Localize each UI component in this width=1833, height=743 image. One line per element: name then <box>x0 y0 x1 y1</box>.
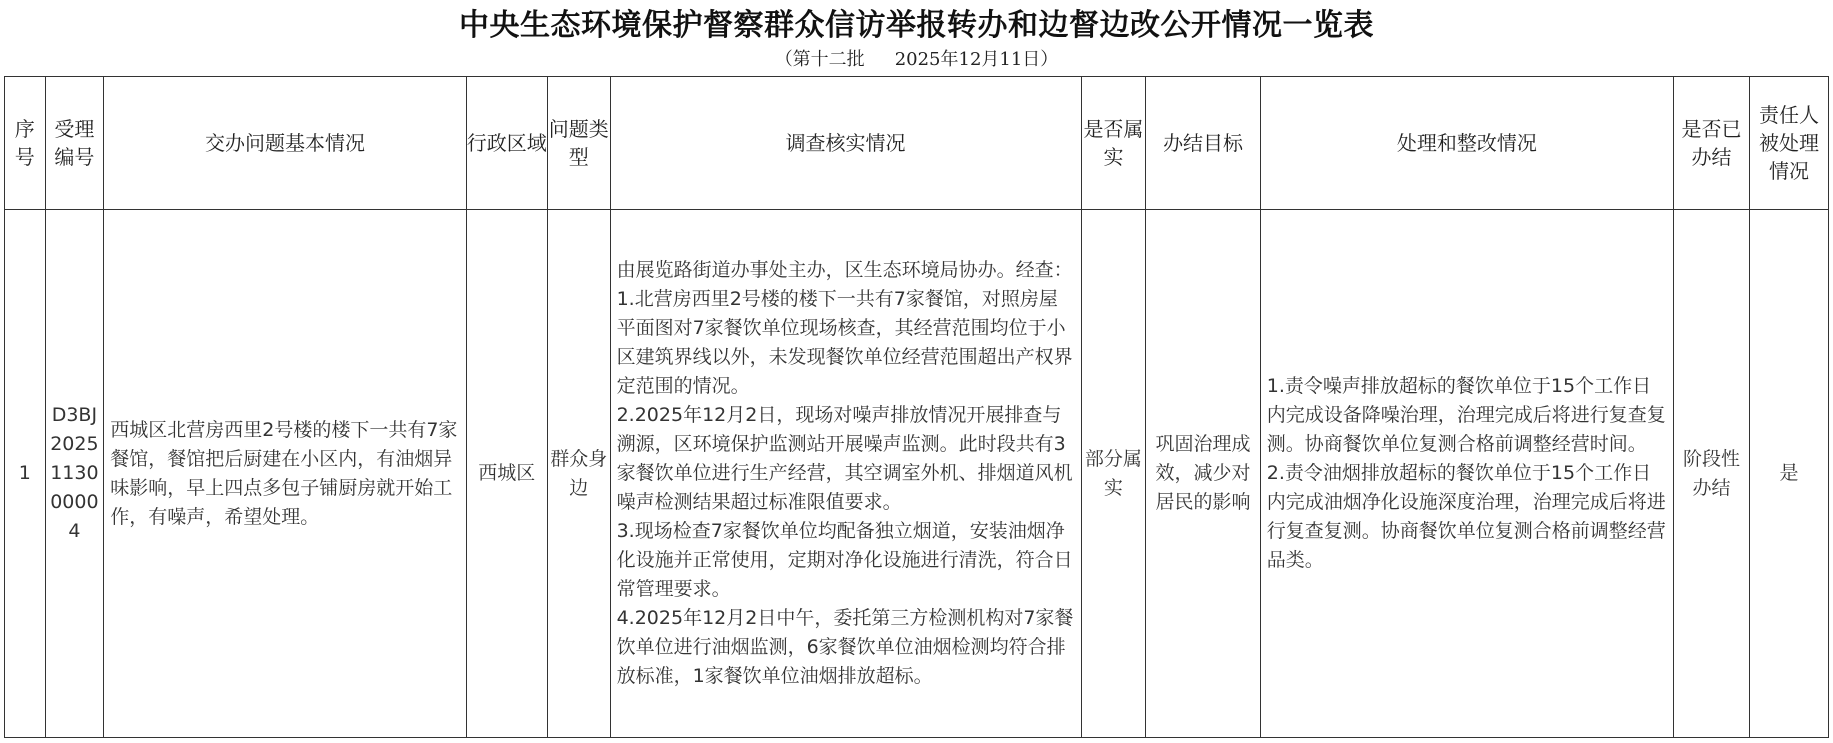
cell-verified: 部分属实 <box>1081 210 1146 738</box>
document-subtitle <box>0 48 1833 72</box>
header-case-no: 受理编号 <box>45 77 104 210</box>
header-verified: 是否属实 <box>1081 77 1146 210</box>
investigation-item: 1.北营房西里2号楼的楼下一共有7家餐馆，对照房屋平面图对7家餐饮单位现场核查，其经营范围均位于小区建筑界线以外，未发现餐饮单位经营范围超出产权界定范围的情况。 <box>616 288 1073 397</box>
cell-handling <box>1260 210 1673 738</box>
header-investigation: 调查核实情况 <box>610 77 1081 210</box>
document-title: 中央生态环境保护督察群众信访举报转办和边督边改公开情况一览表 <box>459 8 1374 43</box>
subtitle-date: 2025年12月11日） <box>894 49 1059 70</box>
handling-list <box>1267 372 1667 575</box>
header-completed: 是否已办结 <box>1673 77 1749 210</box>
investigation-list <box>617 285 1075 691</box>
cell-seq: 1 <box>5 210 46 738</box>
cell-goal: 巩固治理成效，减少对居民的影响 <box>1146 210 1260 738</box>
investigation-item: 2.2025年12月2日，现场对噪声排放情况开展排查与溯源，区环境保护监测站开展噪声监测。此时段共有3家餐饮单位进行生产经营，其空调室外机、排烟道风机噪声检测结果超过标准限值要求。 <box>616 404 1073 513</box>
investigation-item: 4.2025年12月2日中午，委托第三方检测机构对7家餐饮单位进行油烟监测，6家餐饮单位油烟检测均符合排放标准，1家餐饮单位油烟排放超标。 <box>616 607 1074 687</box>
investigation-intro: 由展览路街道办事处主办，区生态环境局协办。经查： <box>616 259 1073 281</box>
header-handling: 处理和整改情况 <box>1260 77 1673 210</box>
cell-case-no: D3BJ2025113000004 <box>45 210 104 738</box>
cell-type: 群众身边 <box>547 210 610 738</box>
subtitle-batch: （第十二批 <box>774 49 865 70</box>
table-header-row <box>5 77 1829 210</box>
header-district: 行政区域 <box>466 77 547 210</box>
header-type: 问题类型 <box>547 77 610 210</box>
table-row <box>5 210 1829 738</box>
report-table <box>4 76 1829 738</box>
header-seq: 序号 <box>5 77 46 210</box>
cell-issue: 西城区北营房西里2号楼的楼下一共有7家餐馆，餐馆把后厨建在小区内，有油烟异味影响，早上四点多包子铺厨房就开始工作，有噪声，希望处理。 <box>104 210 467 738</box>
cell-investigation <box>610 210 1081 738</box>
handling-item: 2.责令油烟排放超标的餐饮单位于15个工作日内完成油烟净化设施深度治理，治理完成后将进行复查复测。协商餐饮单位复测合格前调整经营品类。 <box>1266 462 1666 571</box>
cell-completed: 阶段性办结 <box>1673 210 1749 738</box>
investigation-item: 3.现场检查7家餐饮单位均配备独立烟道，安装油烟净化设施并正常使用，定期对净化设施进行清洗，符合日常管理要求。 <box>616 520 1073 600</box>
header-goal: 办结目标 <box>1146 77 1260 210</box>
cell-accountability: 是 <box>1749 210 1828 738</box>
header-issue: 交办问题基本情况 <box>104 77 467 210</box>
cell-district: 西城区 <box>466 210 547 738</box>
header-accountability: 责任人被处理情况 <box>1749 77 1828 210</box>
handling-item: 1.责令噪声排放超标的餐饮单位于15个工作日内完成设备降噪治理，治理完成后将进行复查复测。协商餐饮单位复测合格前调整经营时间。 <box>1266 375 1666 455</box>
